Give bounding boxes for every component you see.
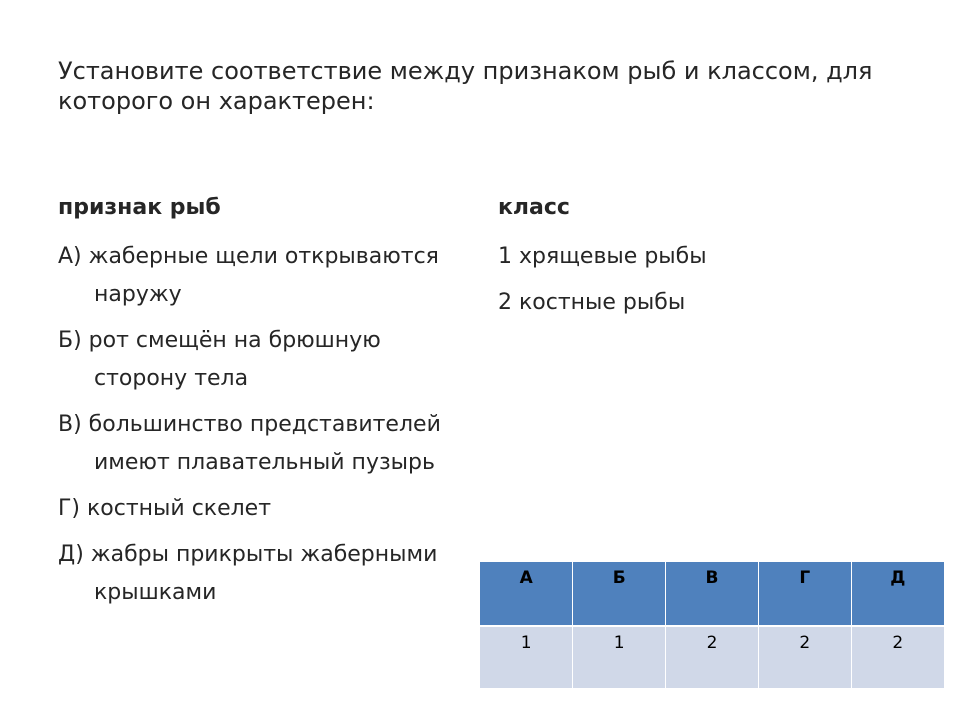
answer-value-cell: 2 bbox=[851, 626, 944, 688]
trait-item-b: Б) рот смещён на брюшную сторону тела bbox=[58, 328, 381, 391]
answer-header-cell: В bbox=[666, 562, 759, 626]
traits-heading: признак рыб bbox=[58, 195, 221, 220]
answer-value-cell: 1 bbox=[480, 626, 573, 688]
answer-table-row bbox=[480, 626, 944, 688]
answer-table bbox=[480, 562, 944, 688]
trait-item-a: А) жаберные щели открываются наружу bbox=[58, 244, 439, 307]
trait-item-d: Д) жабры прикрыты жаберными крышками bbox=[58, 542, 438, 605]
classes-list bbox=[498, 238, 898, 330]
trait-item-g: Г) костный скелет bbox=[58, 496, 272, 521]
slide-title: Установите соответствие между признаком рыб и классом, для которого он характерен: bbox=[58, 57, 873, 115]
class-item-2: 2 костные рыбы bbox=[498, 290, 686, 315]
class-item-1: 1 хрящевые рыбы bbox=[498, 244, 707, 269]
answer-table-header-row bbox=[480, 562, 944, 626]
answer-header-cell: Б bbox=[573, 562, 666, 626]
answer-value-cell: 2 bbox=[758, 626, 851, 688]
traits-list bbox=[58, 238, 458, 612]
answer-header-cell: А bbox=[480, 562, 573, 626]
answer-value-cell: 1 bbox=[573, 626, 666, 688]
classes-heading: класс bbox=[498, 195, 570, 220]
answer-value-cell: 2 bbox=[666, 626, 759, 688]
answer-header-cell: Г bbox=[758, 562, 851, 626]
trait-item-v: В) большинство представителей имеют плавательный пузырь bbox=[58, 412, 441, 475]
answer-header-cell: Д bbox=[851, 562, 944, 626]
